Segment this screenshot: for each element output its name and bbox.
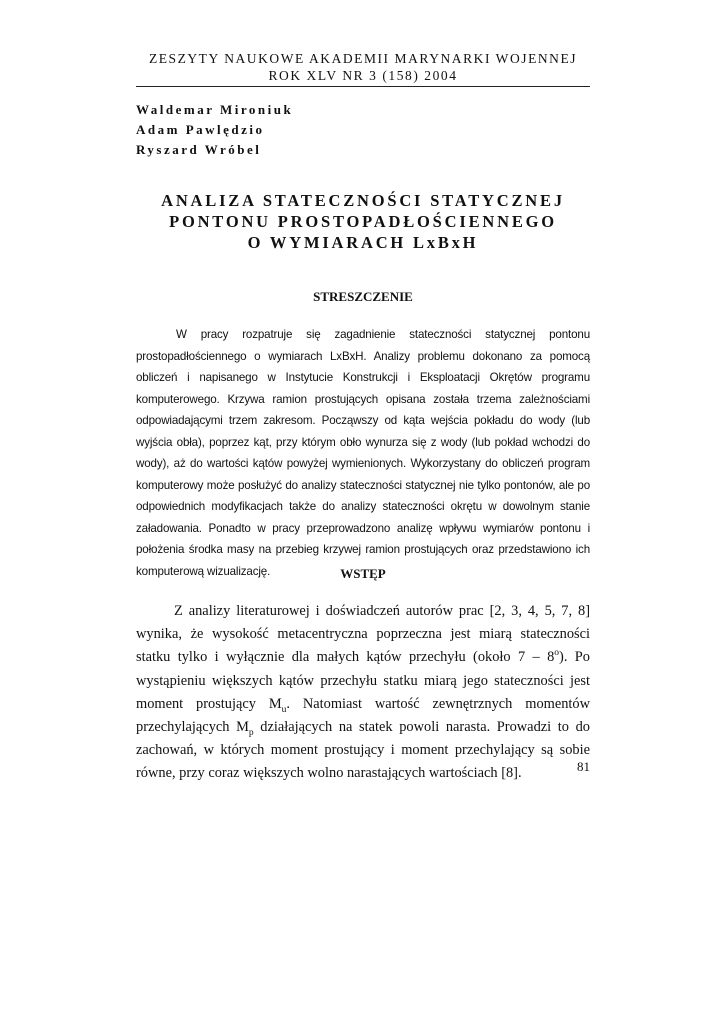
author-name: Ryszard Wróbel [136,142,262,157]
title-line: O WYMIARACH LxBxH [247,233,479,252]
author-name: Waldemar Mironiuk [136,102,294,117]
abstract-text: W pracy rozpatruje się zagadnienie stateczności statycznej pontonu prostopadłościennego o wymiarach LxBxH. Analizy problemu dokonano za pomocą obliczeń i napisanego w Instytucie Konstrukcji i Eksploatacji Okrętów programu komputerowego. Krzywa ramion prostujących opisana została trzema zależnościami odpowiadającymi trzem zakresom. Począwszy od kąta wejścia pokładu do wody (lub wyjścia obła), poprzez kąt, przy którym obło wynurza się z wody (lub pokład wchodzi do wody), aż do wartości kątów powyżej wymienionych. Wykorzystany do obliczeń program komputerowy może posłużyć do analizy stateczności statycznej nie tylko pontonów, ale po odpowiednich modyfikacjach także do analizy stateczności okrętu w dowolnym stanie załadowania. Ponadto w pracy przeprowadzono analizę wpływu wymiarów pontonu i położenia środka masy na przebieg krzywej ramion prostujących oraz przedstawiono ich komputerową wizualizację. [136,328,590,578]
degree-superscript: o [554,648,560,659]
intro-text: działających na statek powoli narasta. Prowadzi to do zachowań, w których moment prostujący i moment przechylający są sobie równe, przy coraz większych wolno narastających wartościach [8]. [136,719,590,782]
author-name: Adam Pawlędzio [136,122,265,137]
introduction-heading: WSTĘP [340,566,386,581]
journal-issue: ROK XLV NR 3 (158) 2004 [268,68,458,83]
moment-subscript: p [248,727,254,738]
abstract-heading: STRESZCZENIE [313,289,413,304]
intro-text: ). Po wystąpieniu większych kątów przechyłu statku miarą jego stateczności jest moment prostujący M [136,649,591,712]
header-divider [136,86,590,87]
title-line: PONTONU PROSTOPADŁOŚCIENNEGO [169,212,557,231]
paper-title [136,190,590,253]
moment-subscript: u [281,704,287,715]
introduction-paragraph [136,600,590,786]
intro-text: Z analizy literaturowej i doświadczeń autorów prac [2, 3, 4, 5, 7, 8] wynika, że wysokość metacentryczna poprzeczna jest miarą stateczności statku tylko i wyłącznie dla małych kątów przechyłu (około 7 – 8 [136,603,590,666]
title-line: ANALIZA STATECZNOŚCI STATYCZNEJ [161,191,565,210]
journal-header [136,50,590,84]
journal-name: ZESZYTY NAUKOWE AKADEMII MARYNARKI WOJENNEJ [148,51,578,66]
author-list [136,100,293,160]
intro-text: . Natomiast wartość zewnętrznych momentów przechylających M [136,695,590,736]
page-number: 81 [577,759,590,774]
